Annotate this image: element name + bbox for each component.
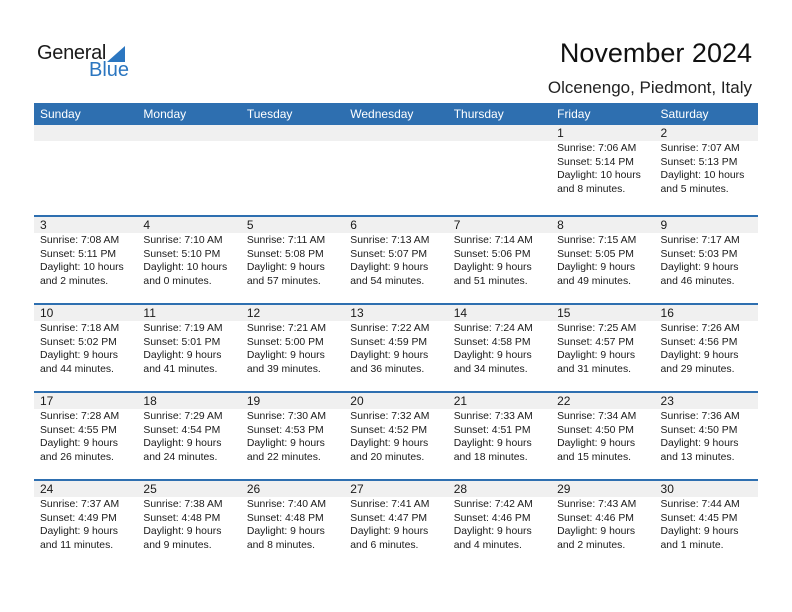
day-cell xyxy=(137,305,240,391)
day-cell xyxy=(551,125,654,215)
sunset-text: Sunset: 4:56 PM xyxy=(660,336,738,348)
daylight-text: Daylight: 9 hours xyxy=(557,526,636,537)
day-number: 11 xyxy=(137,305,240,321)
weekday-thursday: Thursday xyxy=(453,107,504,121)
day-number: 19 xyxy=(241,393,344,409)
day-info xyxy=(137,321,240,376)
day-info xyxy=(137,409,240,464)
daylight-text: Daylight: 9 hours xyxy=(246,526,325,537)
minutes-text: and 51 minutes. xyxy=(453,275,528,287)
day-info xyxy=(34,321,137,376)
day-info xyxy=(241,233,344,288)
sunrise-text: Sunrise: 7:18 AM xyxy=(40,323,120,334)
day-cell xyxy=(137,481,240,567)
day-info xyxy=(344,233,447,288)
day-info xyxy=(655,409,758,464)
day-cell xyxy=(344,305,447,391)
sunrise-text: Sunrise: 7:32 AM xyxy=(350,411,430,422)
day-info xyxy=(551,321,654,376)
day-cell xyxy=(137,217,240,303)
daylight-text: Daylight: 9 hours xyxy=(453,526,532,537)
day-number xyxy=(34,125,137,141)
sunrise-text: Sunrise: 7:15 AM xyxy=(557,235,637,246)
day-cell xyxy=(241,125,344,215)
sunset-text: Sunset: 4:48 PM xyxy=(143,512,221,524)
day-info xyxy=(448,321,551,376)
day-info xyxy=(241,141,344,142)
day-number: 27 xyxy=(344,481,447,497)
sunset-text: Sunset: 4:48 PM xyxy=(246,512,324,524)
calendar-week xyxy=(34,479,758,567)
day-number: 15 xyxy=(551,305,654,321)
sunset-text: Sunset: 4:50 PM xyxy=(660,424,738,436)
minutes-text: and 5 minutes. xyxy=(660,183,729,195)
day-cell xyxy=(34,305,137,391)
day-number: 17 xyxy=(34,393,137,409)
sunrise-text: Sunrise: 7:08 AM xyxy=(40,235,120,246)
sunrise-text: Sunrise: 7:30 AM xyxy=(246,411,326,422)
sunrise-text: Sunrise: 7:33 AM xyxy=(453,411,533,422)
minutes-text: and 8 minutes. xyxy=(246,539,316,551)
day-info xyxy=(551,409,654,464)
day-info xyxy=(344,409,447,464)
day-number: 24 xyxy=(34,481,137,497)
day-number xyxy=(241,125,344,141)
day-number: 10 xyxy=(34,305,137,321)
sunset-text: Sunset: 5:06 PM xyxy=(453,248,531,260)
day-info xyxy=(34,497,137,552)
day-number: 7 xyxy=(448,217,551,233)
calendar-body xyxy=(34,125,758,567)
day-cell xyxy=(344,393,447,479)
weekday-sunday: Sunday xyxy=(40,107,81,121)
day-cell xyxy=(448,481,551,567)
sunrise-text: Sunrise: 7:13 AM xyxy=(350,235,430,246)
daylight-text: Daylight: 9 hours xyxy=(40,526,118,537)
minutes-text: and 22 minutes. xyxy=(246,451,321,463)
minutes-text: and 9 minutes. xyxy=(143,539,212,551)
day-cell xyxy=(551,393,654,479)
day-cell xyxy=(551,305,654,391)
day-number: 5 xyxy=(241,217,344,233)
sunrise-text: Sunrise: 7:06 AM xyxy=(557,143,637,154)
sunrise-text: Sunrise: 7:37 AM xyxy=(40,499,120,510)
calendar-week xyxy=(34,125,758,215)
day-number: 1 xyxy=(551,125,654,141)
day-number: 13 xyxy=(344,305,447,321)
day-number: 4 xyxy=(137,217,240,233)
day-number: 22 xyxy=(551,393,654,409)
sunset-text: Sunset: 4:50 PM xyxy=(557,424,634,436)
sunset-text: Sunset: 5:05 PM xyxy=(557,248,634,260)
minutes-text: and 44 minutes. xyxy=(40,363,114,375)
sunset-text: Sunset: 4:55 PM xyxy=(40,424,117,436)
day-info xyxy=(34,409,137,464)
minutes-text: and 4 minutes. xyxy=(453,539,522,551)
day-info xyxy=(448,233,551,288)
weekday-wednesday: Wednesday xyxy=(350,107,414,121)
sunrise-text: Sunrise: 7:43 AM xyxy=(557,499,637,510)
minutes-text: and 46 minutes. xyxy=(660,275,735,287)
day-cell xyxy=(241,393,344,479)
daylight-text: Daylight: 9 hours xyxy=(40,350,118,361)
day-cell xyxy=(655,305,758,391)
minutes-text: and 36 minutes. xyxy=(350,363,425,375)
day-number: 14 xyxy=(448,305,551,321)
day-number xyxy=(344,125,447,141)
daylight-text: Daylight: 9 hours xyxy=(143,350,222,361)
day-number: 6 xyxy=(344,217,447,233)
sunset-text: Sunset: 4:54 PM xyxy=(143,424,221,436)
calendar-week xyxy=(34,391,758,479)
sunset-text: Sunset: 4:53 PM xyxy=(246,424,324,436)
sunrise-text: Sunrise: 7:19 AM xyxy=(143,323,223,334)
day-cell xyxy=(241,305,344,391)
day-number: 3 xyxy=(34,217,137,233)
day-cell xyxy=(34,481,137,567)
sunset-text: Sunset: 5:07 PM xyxy=(350,248,428,260)
sunrise-text: Sunrise: 7:44 AM xyxy=(660,499,740,510)
day-info xyxy=(551,233,654,288)
day-cell xyxy=(344,217,447,303)
day-number: 21 xyxy=(448,393,551,409)
sunrise-text: Sunrise: 7:38 AM xyxy=(143,499,223,510)
minutes-text: and 34 minutes. xyxy=(453,363,528,375)
sunrise-text: Sunrise: 7:41 AM xyxy=(350,499,430,510)
daylight-text: Daylight: 9 hours xyxy=(350,262,429,273)
sunset-text: Sunset: 5:10 PM xyxy=(143,248,221,260)
daylight-text: Daylight: 9 hours xyxy=(557,262,636,273)
minutes-text: and 1 minute. xyxy=(660,539,724,551)
sunset-text: Sunset: 5:01 PM xyxy=(143,336,221,348)
day-number xyxy=(137,125,240,141)
day-info xyxy=(551,497,654,552)
day-cell xyxy=(448,217,551,303)
day-number: 16 xyxy=(655,305,758,321)
daylight-text: Daylight: 9 hours xyxy=(660,438,739,449)
minutes-text: and 24 minutes. xyxy=(143,451,218,463)
day-info xyxy=(448,497,551,552)
day-cell xyxy=(241,217,344,303)
day-info xyxy=(448,141,551,142)
day-number: 20 xyxy=(344,393,447,409)
minutes-text: and 13 minutes. xyxy=(660,451,735,463)
minutes-text: and 29 minutes. xyxy=(660,363,735,375)
daylight-text: Daylight: 9 hours xyxy=(40,438,118,449)
sunrise-text: Sunrise: 7:25 AM xyxy=(557,323,637,334)
minutes-text: and 20 minutes. xyxy=(350,451,425,463)
calendar xyxy=(34,103,758,567)
sunrise-text: Sunrise: 7:07 AM xyxy=(660,143,740,154)
day-info xyxy=(344,141,447,142)
sunset-text: Sunset: 5:13 PM xyxy=(660,156,738,168)
sunrise-text: Sunrise: 7:17 AM xyxy=(660,235,740,246)
day-number: 26 xyxy=(241,481,344,497)
day-cell xyxy=(448,125,551,215)
minutes-text: and 8 minutes. xyxy=(557,183,626,195)
day-number: 30 xyxy=(655,481,758,497)
day-number: 12 xyxy=(241,305,344,321)
minutes-text: and 18 minutes. xyxy=(453,451,528,463)
location-subtitle: Olcenengo, Piedmont, Italy xyxy=(547,78,752,97)
daylight-text: Daylight: 9 hours xyxy=(246,350,325,361)
daylight-text: Daylight: 9 hours xyxy=(557,438,636,449)
day-info xyxy=(344,321,447,376)
sunset-text: Sunset: 4:59 PM xyxy=(350,336,428,348)
day-number: 23 xyxy=(655,393,758,409)
day-info xyxy=(137,141,240,142)
minutes-text: and 39 minutes. xyxy=(246,363,321,375)
minutes-text: and 31 minutes. xyxy=(557,363,632,375)
sunrise-text: Sunrise: 7:22 AM xyxy=(350,323,430,334)
weekday-friday: Friday xyxy=(557,107,591,121)
calendar-week xyxy=(34,303,758,391)
daylight-text: Daylight: 9 hours xyxy=(246,438,325,449)
weekday-saturday: Saturday xyxy=(660,107,709,121)
day-info xyxy=(34,141,137,142)
day-info xyxy=(655,497,758,552)
day-cell xyxy=(137,125,240,215)
sunset-text: Sunset: 4:46 PM xyxy=(453,512,531,524)
weekday-header xyxy=(34,103,758,125)
day-cell xyxy=(655,217,758,303)
sunrise-text: Sunrise: 7:24 AM xyxy=(453,323,533,334)
sunset-text: Sunset: 5:11 PM xyxy=(40,248,117,260)
day-number: 18 xyxy=(137,393,240,409)
logo xyxy=(37,42,137,82)
day-info xyxy=(241,497,344,552)
day-cell xyxy=(34,393,137,479)
minutes-text: and 2 minutes. xyxy=(40,275,109,287)
day-cell xyxy=(551,217,654,303)
minutes-text: and 54 minutes. xyxy=(350,275,425,287)
day-number: 8 xyxy=(551,217,654,233)
day-cell xyxy=(655,125,758,215)
daylight-text: Daylight: 9 hours xyxy=(350,526,429,537)
minutes-text: and 41 minutes. xyxy=(143,363,218,375)
weekday-monday: Monday xyxy=(143,107,187,121)
day-cell xyxy=(344,481,447,567)
sunset-text: Sunset: 4:49 PM xyxy=(40,512,117,524)
sunrise-text: Sunrise: 7:29 AM xyxy=(143,411,223,422)
sunset-text: Sunset: 5:00 PM xyxy=(246,336,324,348)
day-number: 2 xyxy=(655,125,758,141)
daylight-text: Daylight: 10 hours xyxy=(40,262,124,273)
day-number xyxy=(448,125,551,141)
page-title: November 2024 xyxy=(559,38,752,68)
day-number: 28 xyxy=(448,481,551,497)
day-cell xyxy=(551,481,654,567)
day-info xyxy=(655,233,758,288)
day-number: 9 xyxy=(655,217,758,233)
logo-text-general: General xyxy=(37,42,107,64)
minutes-text: and 6 minutes. xyxy=(350,539,419,551)
sunset-text: Sunset: 4:57 PM xyxy=(557,336,634,348)
daylight-text: Daylight: 9 hours xyxy=(246,262,325,273)
sunset-text: Sunset: 4:58 PM xyxy=(453,336,531,348)
day-info xyxy=(34,233,137,288)
minutes-text: and 0 minutes. xyxy=(143,275,212,287)
daylight-text: Daylight: 9 hours xyxy=(143,526,222,537)
daylight-text: Daylight: 9 hours xyxy=(453,262,532,273)
day-cell xyxy=(655,481,758,567)
sunrise-text: Sunrise: 7:34 AM xyxy=(557,411,637,422)
minutes-text: and 57 minutes. xyxy=(246,275,321,287)
sunrise-text: Sunrise: 7:42 AM xyxy=(453,499,533,510)
sunrise-text: Sunrise: 7:10 AM xyxy=(143,235,223,246)
daylight-text: Daylight: 9 hours xyxy=(660,350,739,361)
day-info xyxy=(448,409,551,464)
minutes-text: and 49 minutes. xyxy=(557,275,632,287)
sunrise-text: Sunrise: 7:28 AM xyxy=(40,411,120,422)
day-cell xyxy=(448,305,551,391)
daylight-text: Daylight: 10 hours xyxy=(660,170,745,181)
sunset-text: Sunset: 5:08 PM xyxy=(246,248,324,260)
day-cell xyxy=(34,125,137,215)
day-cell xyxy=(655,393,758,479)
sunset-text: Sunset: 4:46 PM xyxy=(557,512,634,524)
weekday-tuesday: Tuesday xyxy=(246,107,293,121)
minutes-text: and 2 minutes. xyxy=(557,539,626,551)
sunrise-text: Sunrise: 7:40 AM xyxy=(246,499,326,510)
day-cell xyxy=(137,393,240,479)
daylight-text: Daylight: 10 hours xyxy=(143,262,228,273)
day-info xyxy=(137,233,240,288)
day-cell xyxy=(241,481,344,567)
daylight-text: Daylight: 9 hours xyxy=(143,438,222,449)
minutes-text: and 15 minutes. xyxy=(557,451,632,463)
day-cell xyxy=(448,393,551,479)
daylight-text: Daylight: 9 hours xyxy=(557,350,636,361)
sunset-text: Sunset: 5:03 PM xyxy=(660,248,738,260)
day-info xyxy=(344,497,447,552)
logo-text-blue: Blue xyxy=(89,59,130,81)
day-info xyxy=(655,141,758,196)
day-info xyxy=(137,497,240,552)
sunset-text: Sunset: 5:14 PM xyxy=(557,156,634,168)
daylight-text: Daylight: 9 hours xyxy=(660,262,739,273)
day-info xyxy=(241,321,344,376)
day-cell xyxy=(34,217,137,303)
daylight-text: Daylight: 10 hours xyxy=(557,170,641,181)
day-number: 25 xyxy=(137,481,240,497)
day-info xyxy=(551,141,654,196)
daylight-text: Daylight: 9 hours xyxy=(350,350,429,361)
daylight-text: Daylight: 9 hours xyxy=(660,526,739,537)
sunrise-text: Sunrise: 7:26 AM xyxy=(660,323,740,334)
calendar-week xyxy=(34,215,758,303)
sunset-text: Sunset: 4:51 PM xyxy=(453,424,531,436)
sunset-text: Sunset: 5:02 PM xyxy=(40,336,117,348)
day-info xyxy=(241,409,344,464)
daylight-text: Daylight: 9 hours xyxy=(453,350,532,361)
day-number: 29 xyxy=(551,481,654,497)
minutes-text: and 26 minutes. xyxy=(40,451,114,463)
minutes-text: and 11 minutes. xyxy=(40,539,114,551)
day-cell xyxy=(344,125,447,215)
sunset-text: Sunset: 4:52 PM xyxy=(350,424,428,436)
sunrise-text: Sunrise: 7:14 AM xyxy=(453,235,533,246)
sunrise-text: Sunrise: 7:36 AM xyxy=(660,411,740,422)
sunset-text: Sunset: 4:45 PM xyxy=(660,512,738,524)
sunrise-text: Sunrise: 7:21 AM xyxy=(246,323,326,334)
daylight-text: Daylight: 9 hours xyxy=(350,438,429,449)
sunset-text: Sunset: 4:47 PM xyxy=(350,512,428,524)
day-info xyxy=(655,321,758,376)
daylight-text: Daylight: 9 hours xyxy=(453,438,532,449)
sunrise-text: Sunrise: 7:11 AM xyxy=(246,235,326,246)
